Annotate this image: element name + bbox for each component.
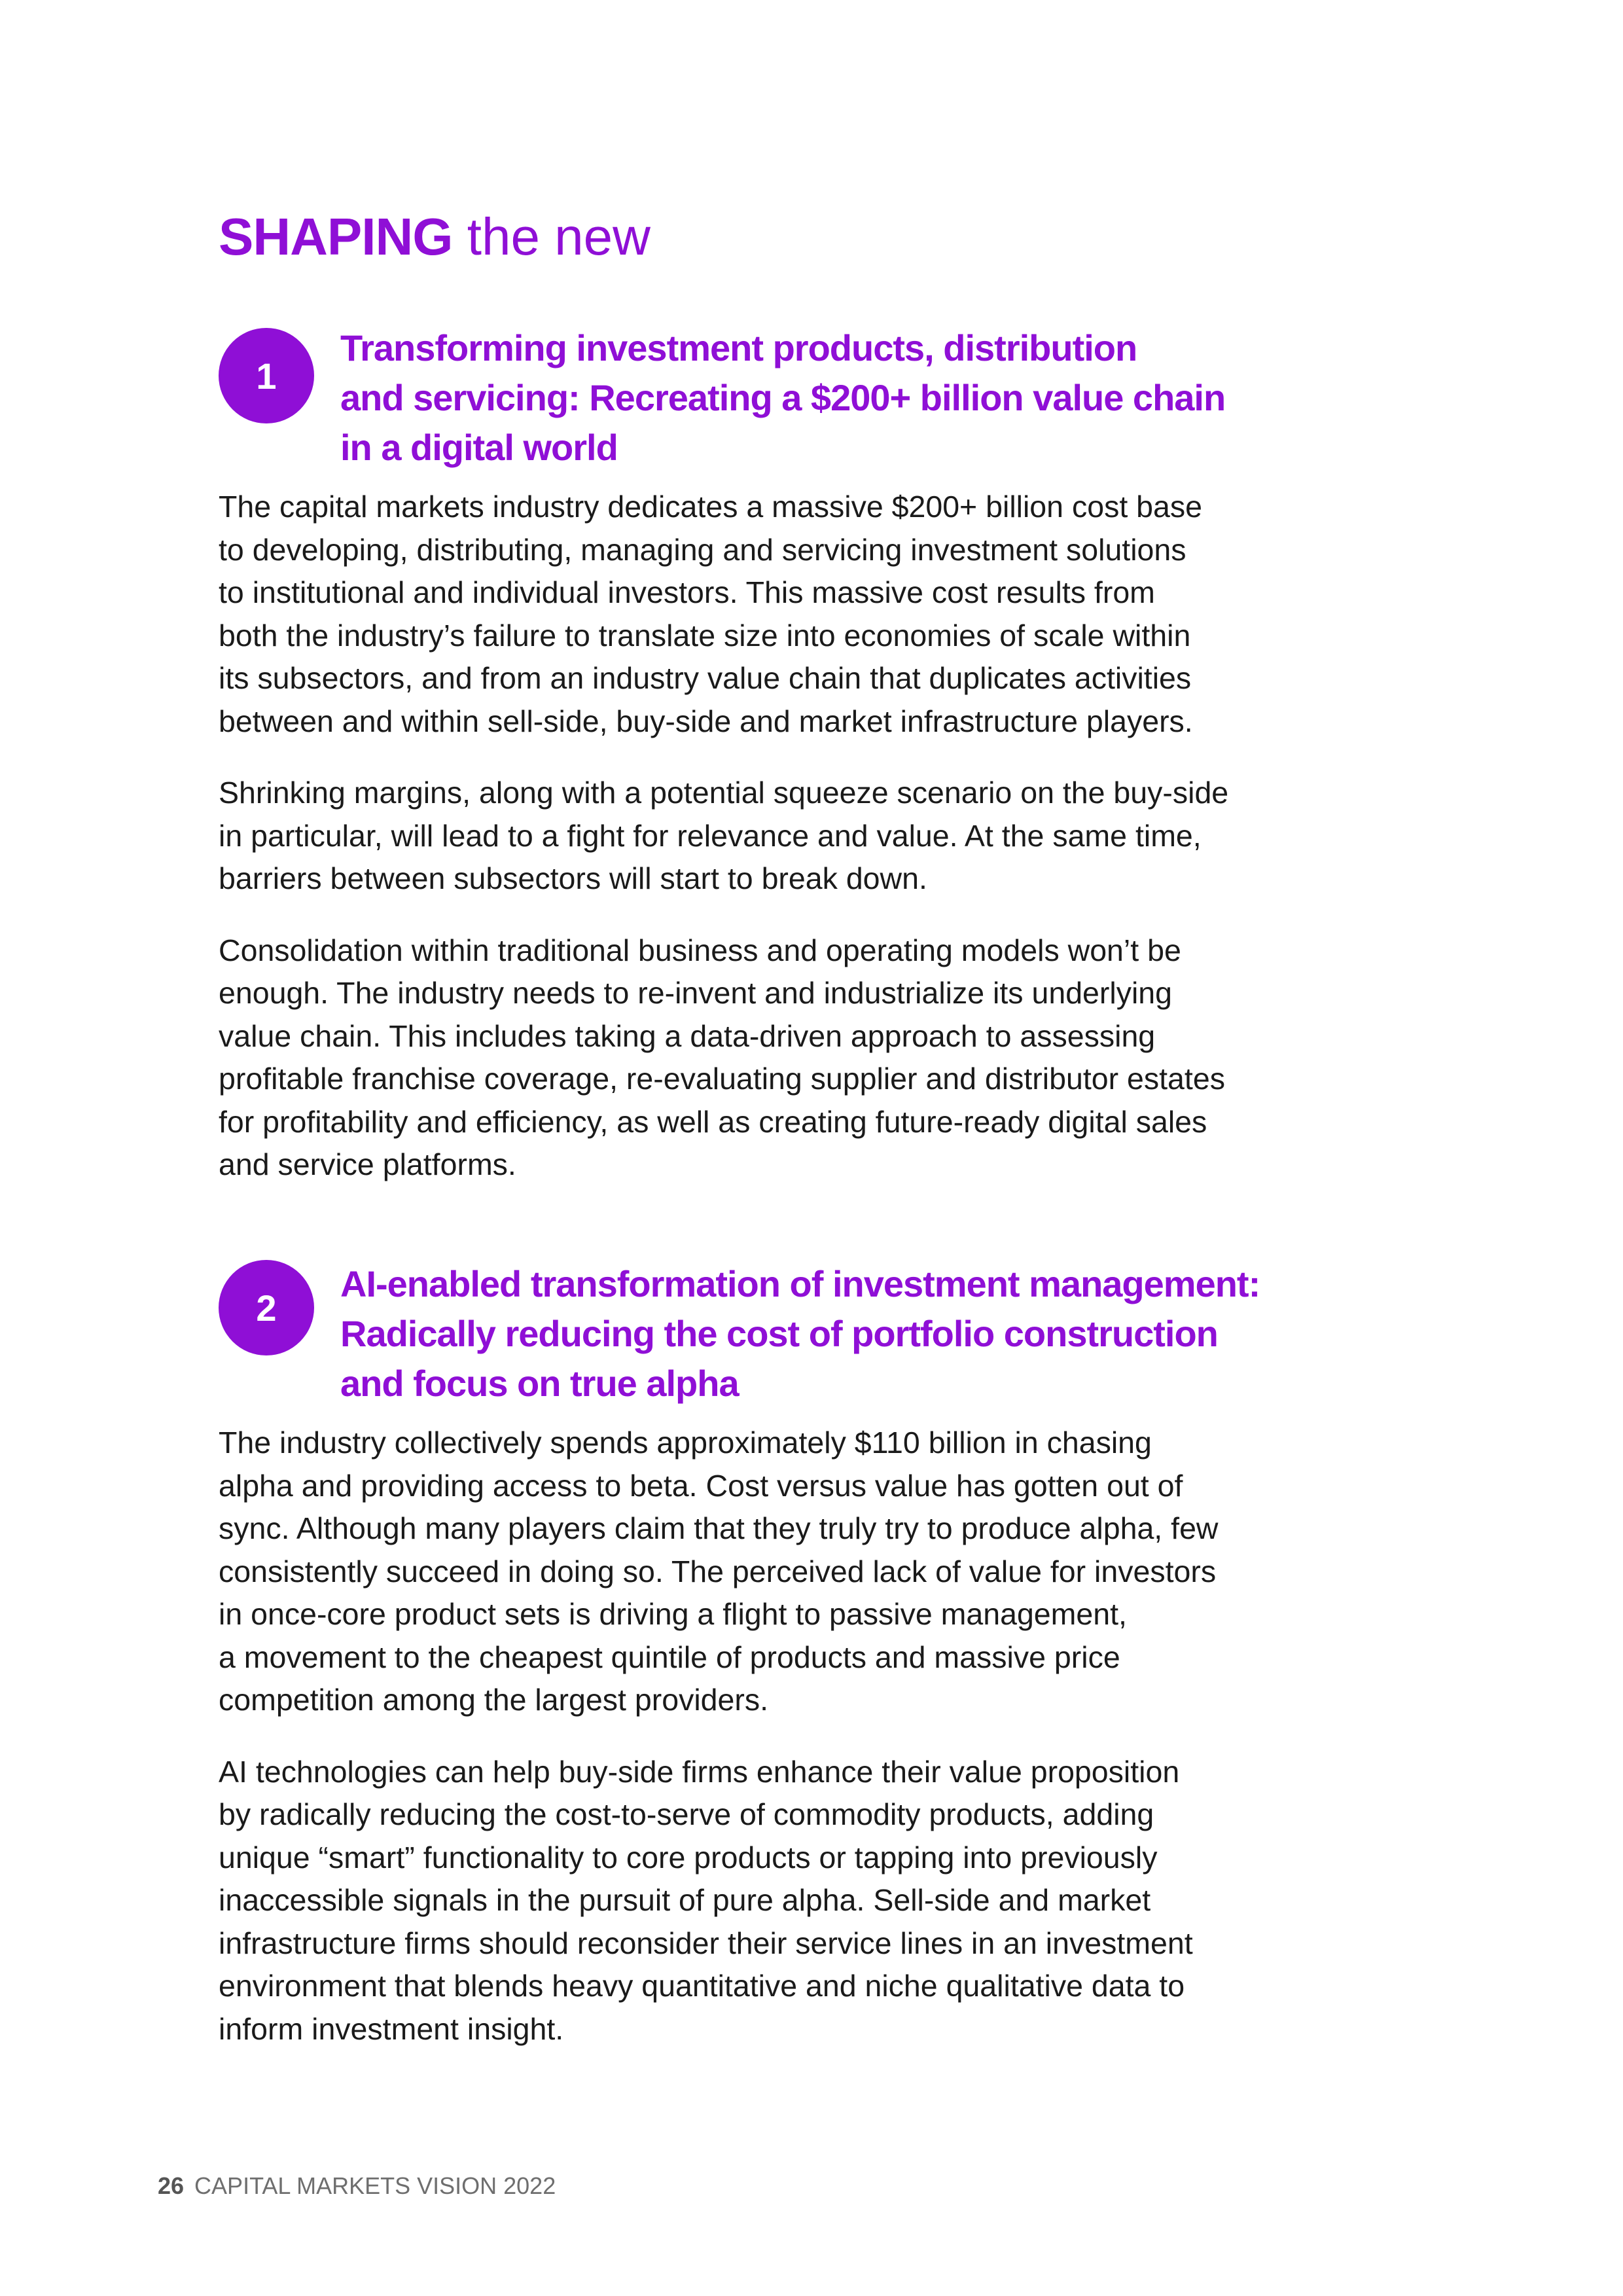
text-line: inform investment insight.: [219, 2011, 564, 2046]
text-line: The industry collectively spends approximately $110 billion in chasing: [219, 1426, 1152, 1460]
body-paragraph: [219, 929, 1305, 1187]
text-line: alpha and providing access to beta. Cost versus value has gotten out of: [219, 1468, 1183, 1503]
section-1: [219, 323, 1305, 1187]
text-line: for profitability and efficiency, as well as creating future-ready digital sales: [219, 1104, 1207, 1139]
section-title-line: Transforming investment products, distribution: [340, 327, 1137, 368]
text-line: The capital markets industry dedicates a massive $200+ billion cost base: [219, 490, 1202, 524]
text-line: barriers between subsectors will start to break down.: [219, 861, 927, 895]
text-line: AI technologies can help buy-side firms enhance their value proposition: [219, 1754, 1180, 1789]
text-line: sync. Although many players claim that they truly try to produce alpha, few: [219, 1511, 1219, 1545]
text-line: profitable franchise coverage, re-evaluating supplier and distributor estates: [219, 1062, 1225, 1096]
section-title-line: in a digital world: [340, 427, 618, 468]
page-title-bold: SHAPING: [219, 207, 453, 266]
text-line: enough. The industry needs to re-invent and industrialize its underlying: [219, 976, 1173, 1010]
body-paragraph: [219, 772, 1305, 901]
text-line: value chain. This includes taking a data-driven approach to assessing: [219, 1018, 1156, 1053]
text-line: in particular, will lead to a fight for relevance and value. At the same time,: [219, 818, 1202, 853]
section-1-header: [219, 323, 1305, 473]
text-line: consistently succeed in doing so. The perceived lack of value for investors: [219, 1554, 1217, 1588]
text-line: inaccessible signals in the pursuit of pure alpha. Sell-side and market: [219, 1883, 1151, 1917]
text-line: Shrinking margins, along with a potential squeeze scenario on the buy-side: [219, 776, 1229, 810]
section-2-header: [219, 1259, 1305, 1408]
page-title: [219, 208, 651, 266]
text-line: unique “smart” functionality to core products or tapping into previously: [219, 1840, 1158, 1874]
section-title: [340, 1259, 1305, 1408]
text-line: environment that blends heavy quantitative and niche qualitative data to: [219, 1969, 1185, 2003]
section-title-line: and servicing: Recreating a $200+ billion value chain: [340, 377, 1226, 418]
section-number-badge: 1: [219, 328, 314, 423]
page-footer: [158, 2174, 556, 2198]
page-title-rest: the new: [467, 207, 651, 266]
section-title-line: and focus on true alpha: [340, 1363, 739, 1404]
text-line: competition among the largest providers.: [219, 1683, 769, 1717]
body-paragraph: [219, 1422, 1305, 1722]
text-line: between and within sell-side, buy-side and market infrastructure players.: [219, 704, 1193, 738]
section-2: [219, 1259, 1305, 2051]
section-title: [340, 323, 1305, 473]
text-line: a movement to the cheapest quintile of products and massive price: [219, 1640, 1120, 1674]
text-line: and service platforms.: [219, 1147, 516, 1181]
text-line: by radically reducing the cost-to-serve of commodity products, adding: [219, 1797, 1154, 1831]
text-line: in once-core product sets is driving a flight to passive management,: [219, 1597, 1127, 1631]
body-paragraph: [219, 1751, 1305, 2051]
body-paragraph: [219, 486, 1305, 743]
page-number: 26: [158, 2172, 185, 2199]
text-line: to developing, distributing, managing and servicing investment solutions: [219, 532, 1186, 567]
text-line: to institutional and individual investors. This massive cost results from: [219, 575, 1155, 609]
section-number-badge: 2: [219, 1260, 314, 1355]
text-line: infrastructure firms should reconsider their service lines in an investment: [219, 1926, 1193, 1960]
text-line: Consolidation within traditional business and operating models won’t be: [219, 933, 1181, 967]
publication-name: CAPITAL MARKETS VISION 2022: [194, 2172, 556, 2199]
text-line: both the industry’s failure to translate size into economies of scale within: [219, 618, 1191, 653]
text-line: its subsectors, and from an industry value chain that duplicates activities: [219, 661, 1192, 695]
section-title-line: AI-enabled transformation of investment management:: [340, 1263, 1260, 1304]
section-title-line: Radically reducing the cost of portfolio construction: [340, 1313, 1218, 1354]
